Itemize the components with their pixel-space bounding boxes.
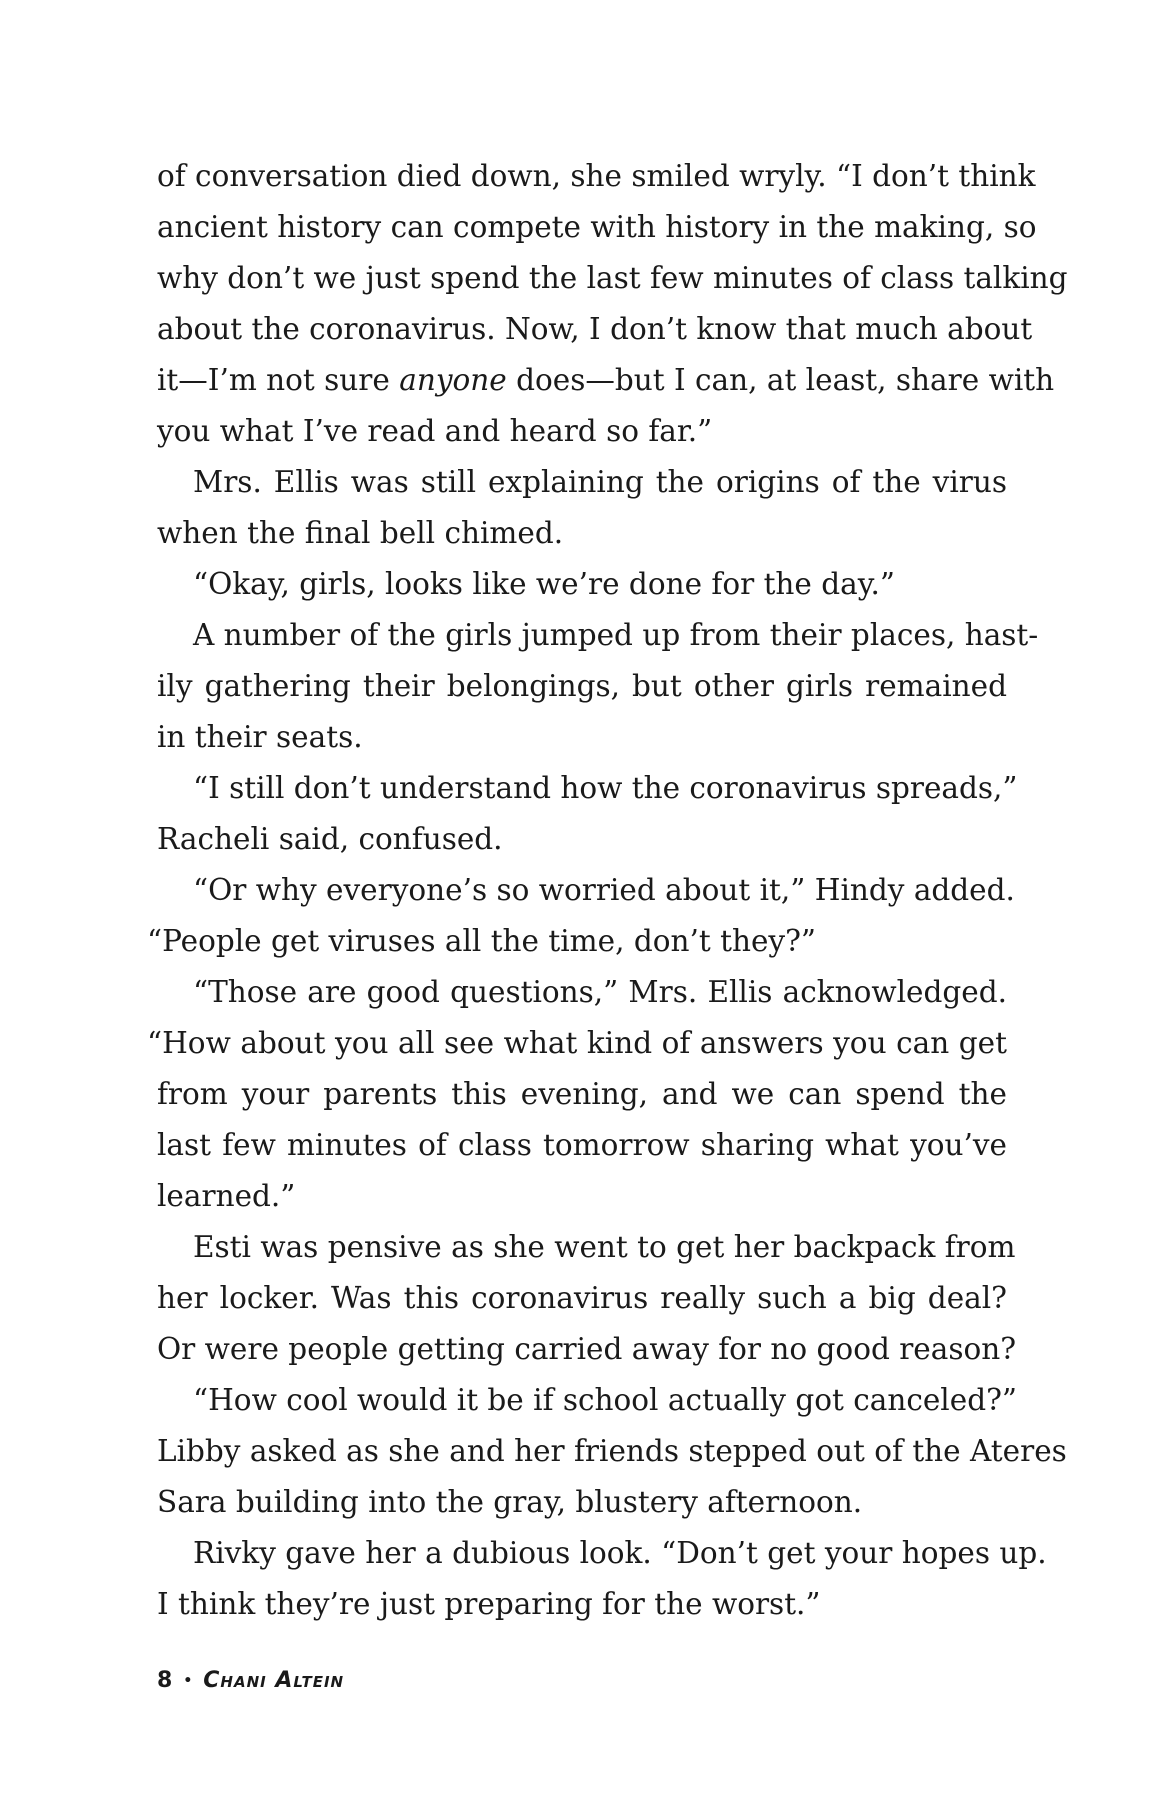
text-line: Libby asked as she and her friends stepped out of the Ateres bbox=[157, 1434, 1067, 1468]
text-line: about the coronavirus. Now, I don’t know that much about bbox=[157, 312, 1033, 346]
text-line: from your parents this evening, and we can spend the bbox=[157, 1077, 1007, 1111]
author-name: Chani Altein bbox=[203, 1668, 345, 1693]
text-line: “Okay, girls, looks like we’re done for the day.” bbox=[193, 567, 895, 601]
text-line: A number of the girls jumped up from their places, hast- bbox=[193, 618, 1039, 652]
text-line: ancient history can compete with history in the making, so bbox=[157, 210, 1037, 244]
text-line: “I still don’t understand how the coronavirus spreads,” bbox=[193, 771, 1018, 805]
text-line: Sara building into the gray, blustery afternoon. bbox=[157, 1485, 863, 1519]
text-line: Mrs. Ellis was still explaining the origins of the virus bbox=[193, 465, 1007, 499]
text-line: “Those are good questions,” Mrs. Ellis acknowledged. bbox=[193, 975, 1007, 1009]
text-line: Or were people getting carried away for no good reason? bbox=[157, 1332, 1017, 1366]
text-line: I think they’re just preparing for the worst.” bbox=[157, 1587, 821, 1621]
text-line: of conversation died down, she smiled wryly. “I don’t think bbox=[157, 159, 1036, 193]
bullet-separator: • bbox=[183, 1672, 194, 1689]
body-text bbox=[147, 151, 1068, 1630]
text-line: Racheli said, confused. bbox=[157, 822, 503, 856]
text-line: learned.” bbox=[157, 1179, 296, 1213]
text-line: “How about you all see what kind of answers you can get bbox=[147, 1026, 1007, 1060]
text-line: why don’t we just spend the last few minutes of class talking bbox=[157, 261, 1068, 295]
text-line: when the final bell chimed. bbox=[157, 516, 564, 550]
page-number: 8 bbox=[157, 1668, 174, 1693]
text-segment: does—but I can, at least, share with bbox=[506, 363, 1055, 397]
text-line: Rivky gave her a dubious look. “Don’t get your hopes up. bbox=[193, 1536, 1047, 1570]
text-line: her locker. Was this coronavirus really such a big deal? bbox=[157, 1281, 1007, 1315]
text-line: last few minutes of class tomorrow sharing what you’ve bbox=[157, 1128, 1007, 1162]
text-line: you what I’ve read and heard so far.” bbox=[157, 414, 713, 448]
text-segment: it—I’m not sure bbox=[157, 363, 400, 397]
text-line: “How cool would it be if school actually got canceled?” bbox=[193, 1383, 1017, 1417]
text-line: “Or why everyone’s so worried about it,” Hindy added. bbox=[193, 873, 1015, 907]
text-line: “People get viruses all the time, don’t they?” bbox=[147, 924, 816, 958]
text-line bbox=[157, 355, 1055, 406]
emphasized-word: anyone bbox=[399, 363, 507, 397]
text-line: Esti was pensive as she went to get her backpack from bbox=[193, 1230, 1016, 1264]
page-footer bbox=[157, 1668, 344, 1693]
text-line: ily gathering their belongings, but other girls remained bbox=[157, 669, 1007, 703]
text-line: in their seats. bbox=[157, 720, 363, 754]
